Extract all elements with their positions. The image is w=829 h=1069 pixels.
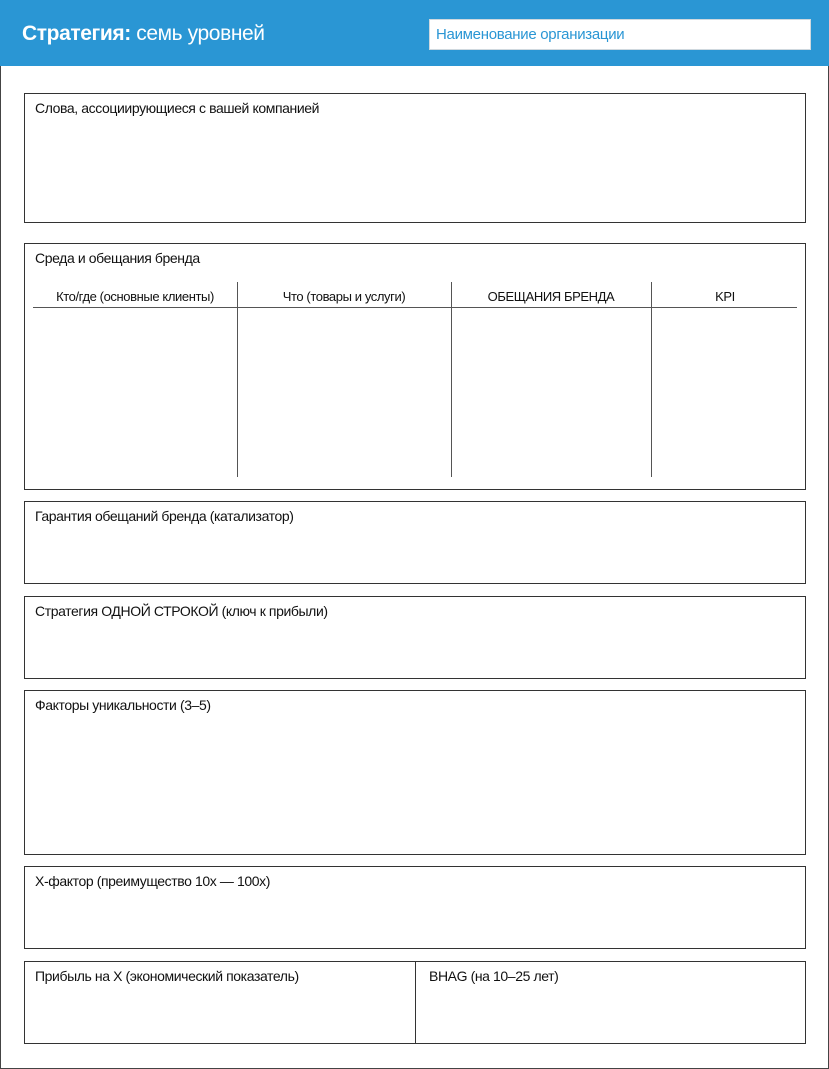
- words-section[interactable]: [24, 93, 806, 223]
- x-factor-section[interactable]: [24, 866, 806, 949]
- guarantee-section[interactable]: [24, 501, 806, 584]
- words-label: Слова, ассоциирующиеся с вашей компанией: [35, 100, 320, 116]
- column-divider: [451, 282, 452, 477]
- guarantee-label: Гарантия обещаний бренда (катализатор): [35, 508, 294, 524]
- bhag-label: BHAG (на 10–25 лет): [429, 968, 559, 984]
- header-bar: [0, 0, 829, 66]
- uniqueness-section[interactable]: [24, 690, 806, 855]
- page-title: [22, 22, 265, 46]
- one-line-strategy-label: Стратегия ОДНОЙ СТРОКОЙ (ключ к прибыли): [35, 603, 328, 619]
- table-header-line: [33, 307, 797, 308]
- column-header-who: Кто/где (основные клиенты): [56, 289, 214, 304]
- column-divider: [651, 282, 652, 477]
- uniqueness-label: Факторы уникальности (3–5): [35, 697, 211, 713]
- section-divider: [415, 962, 416, 1043]
- column-header-kpi: KPI: [715, 289, 735, 304]
- brand-label: Среда и обещания бренда: [35, 250, 200, 266]
- column-divider: [237, 282, 238, 477]
- one-line-strategy-section[interactable]: [24, 596, 806, 679]
- title-rest: семь уровней: [130, 22, 265, 45]
- profit-bhag-section: [24, 961, 806, 1044]
- brand-section: [24, 243, 806, 490]
- organization-name-field[interactable]: Наименование организации: [429, 19, 811, 50]
- title-bold: Стратегия:: [22, 22, 131, 45]
- column-header-brand-promises: ОБЕЩАНИЯ БРЕНДА: [487, 289, 615, 304]
- x-factor-label: Х-фактор (преимущество 10х — 100х): [35, 873, 271, 889]
- column-header-what: Что (товары и услуги): [282, 289, 406, 304]
- profit-label: Прибыль на Х (экономический показатель): [35, 968, 299, 984]
